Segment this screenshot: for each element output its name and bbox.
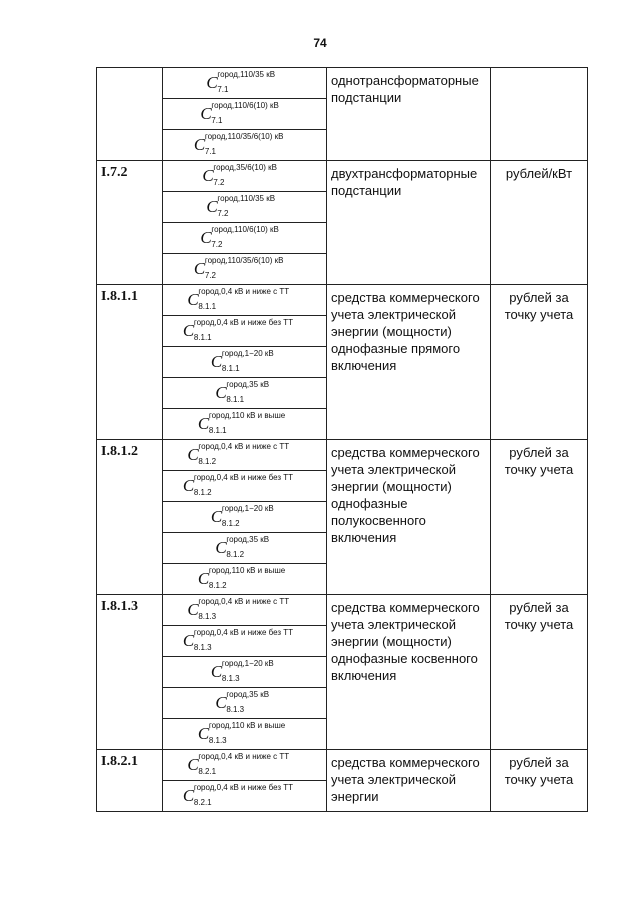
symbol-letter: C [210,662,223,681]
symbol-subscript: 8.1.3 [221,674,240,683]
tariff-symbol [193,132,295,156]
tariff-formula-cell [163,316,327,347]
symbol-letter: C [187,755,199,774]
tariff-formula-cell [163,719,327,750]
tariff-table-body [97,68,588,812]
symbol-superscript: город,0,4 кВ и ниже с ТТ [198,752,290,761]
tariff-formula-cell [163,192,327,223]
symbol-letter: C [197,724,210,743]
symbol-letter: C [210,507,223,526]
symbol-subscript: 7.2 [217,209,229,218]
symbol-superscript: город,0,4 кВ и ниже с ТТ [198,442,290,451]
tariff-formula-cell [163,533,327,564]
symbol-superscript: город,110/6(10) кВ [211,225,279,234]
symbol-subscript: 8.1.3 [198,612,217,621]
symbol-superscript: город,0,4 кВ и ниже без ТТ [193,783,294,792]
group-unit: рублей за точку учета [491,750,588,812]
symbol-letter: C [187,445,199,464]
symbol-superscript: город,35 кВ [226,690,270,699]
tariff-symbol [210,659,278,683]
tariff-formula-cell [163,781,327,812]
symbol-subscript: 7.1 [211,116,223,125]
symbol-subscript: 7.2 [211,240,223,249]
group-code: I.7.2 [97,161,163,285]
tariff-symbol [187,752,301,776]
symbol-letter: C [187,600,199,619]
tariff-formula-cell [163,471,327,502]
symbol-subscript: 8.1.1 [208,426,227,435]
tariff-symbol [193,256,295,280]
tariff-symbol [182,628,306,652]
tariff-formula-cell [163,657,327,688]
symbol-superscript: город,1−20 кВ [221,659,274,668]
tariff-formula-cell [163,68,327,99]
symbol-letter: C [197,569,210,588]
tariff-formula-cell [163,750,327,781]
group-code: I.8.1.2 [97,440,163,595]
tariff-symbol [187,442,301,466]
tariff-formula-cell [163,626,327,657]
tariff-formula-cell [163,285,327,316]
group-code: I.8.1.3 [97,595,163,750]
symbol-subscript: 8.1.1 [193,333,212,342]
tariff-formula-cell [163,688,327,719]
tariff-formula-cell [163,161,327,192]
table-row [97,595,588,626]
symbol-letter: C [200,104,212,123]
tariff-formula-cell [163,254,327,285]
group-description: средства коммерческого учета электрической энергии (мощности) однофазные полукосвенного включения [327,440,491,595]
symbol-letter: C [206,73,218,92]
symbol-superscript: город,0,4 кВ и ниже с ТТ [198,287,290,296]
tariff-formula-cell [163,347,327,378]
tariff-formula-cell [163,440,327,471]
tariff-symbol [197,566,291,590]
symbol-subscript: 8.1.3 [208,736,227,745]
symbol-letter: C [182,786,195,805]
symbol-subscript: 7.1 [217,85,229,94]
group-unit: рублей за точку учета [491,285,588,440]
symbol-superscript: город,35 кВ [226,535,270,544]
symbol-letter: C [187,290,199,309]
group-unit: рублей за точку учета [491,440,588,595]
symbol-superscript: город,0,4 кВ и ниже без ТТ [193,628,294,637]
table-row [97,68,588,99]
symbol-superscript: город,35 кВ [226,380,270,389]
tariff-symbol [202,163,286,187]
symbol-superscript: город,110/35 кВ [217,70,276,79]
symbol-subscript: 8.1.2 [226,550,245,559]
symbol-superscript: город,110/35/6(10) кВ [204,132,284,141]
symbol-letter: C [193,259,206,278]
symbol-subscript: 8.2.1 [193,798,212,807]
symbol-letter: C [182,631,195,650]
symbol-letter: C [215,538,227,557]
symbol-letter: C [182,476,195,495]
symbol-subscript: 8.1.2 [193,488,212,497]
group-code [97,68,163,161]
tariff-symbol [210,349,278,373]
symbol-subscript: 8.1.3 [226,705,245,714]
group-code: I.8.1.1 [97,285,163,440]
symbol-subscript: 8.1.3 [193,643,212,652]
symbol-letter: C [193,135,206,154]
group-unit: рублей за точку учета [491,595,588,750]
tariff-symbol [197,411,291,435]
symbol-superscript: город,110 кВ и выше [208,721,286,730]
symbol-letter: C [182,321,195,340]
symbol-letter: C [206,197,218,216]
symbol-subscript: 7.1 [204,147,216,156]
symbol-letter: C [202,166,214,185]
tariff-formula-cell [163,99,327,130]
tariff-symbol [200,225,288,249]
table-row [97,161,588,192]
group-unit: рублей/кВт [491,161,588,285]
symbol-subscript: 8.1.2 [221,519,240,528]
symbol-letter: C [197,414,210,433]
symbol-superscript: город,110/6(10) кВ [211,101,279,110]
tariff-symbol [210,504,278,528]
symbol-superscript: город,110 кВ и выше [208,566,286,575]
tariff-symbol [182,473,306,497]
group-description: однотрансформаторные подстанции [327,68,491,161]
symbol-superscript: город,0,4 кВ и ниже без ТТ [193,473,294,482]
tariff-symbol [215,380,273,404]
symbol-superscript: город,0,4 кВ и ниже с ТТ [198,597,290,606]
symbol-letter: C [200,228,212,247]
tariff-symbol [187,597,301,621]
symbol-subscript: 8.1.1 [221,364,240,373]
tariff-symbol [187,287,301,311]
group-code: I.8.2.1 [97,750,163,812]
table-row [97,285,588,316]
symbol-superscript: город,110/35 кВ [217,194,276,203]
symbol-subscript: 7.2 [213,178,225,187]
table-row [97,750,588,781]
symbol-subscript: 7.2 [204,271,216,280]
tariff-formula-cell [163,378,327,409]
group-description: средства коммерческого учета электрической энергии (мощности) однофазные косвенного включения [327,595,491,750]
symbol-superscript: город,110 кВ и выше [208,411,286,420]
tariff-formula-cell [163,595,327,626]
tariff-symbol [182,783,306,807]
group-unit [491,68,588,161]
tariff-formula-cell [163,130,327,161]
group-description: средства коммерческого учета электрической энергии (мощности) однофазные прямого включения [327,285,491,440]
symbol-subscript: 8.1.2 [198,457,217,466]
tariff-formula-cell [163,502,327,533]
symbol-subscript: 8.1.2 [208,581,227,590]
symbol-subscript: 8.1.1 [226,395,245,404]
tariff-symbol [215,690,273,714]
group-description: средства коммерческого учета электрической энергии [327,750,491,812]
symbol-superscript: город,1−20 кВ [221,504,274,513]
tariff-symbol [182,318,306,342]
page-number: 74 [313,36,327,50]
tariff-symbol [206,194,282,218]
tariff-formula-cell [163,409,327,440]
tariff-symbol [215,535,273,559]
symbol-superscript: город,0,4 кВ и ниже без ТТ [193,318,294,327]
group-description: двухтрансформаторные подстанции [327,161,491,285]
symbol-superscript: город,110/35/6(10) кВ [204,256,284,265]
symbol-letter: C [215,693,227,712]
tariff-symbol [206,70,282,94]
tariff-table [96,67,588,812]
symbol-subscript: 8.1.1 [198,302,217,311]
symbol-letter: C [210,352,223,371]
symbol-subscript: 8.2.1 [198,767,217,776]
tariff-symbol [197,721,291,745]
tariff-formula-cell [163,223,327,254]
tariff-formula-cell [163,564,327,595]
table-row [97,440,588,471]
symbol-superscript: город,1−20 кВ [221,349,274,358]
symbol-letter: C [215,383,227,402]
symbol-superscript: город,35/6(10) кВ [213,163,277,172]
tariff-symbol [200,101,288,125]
